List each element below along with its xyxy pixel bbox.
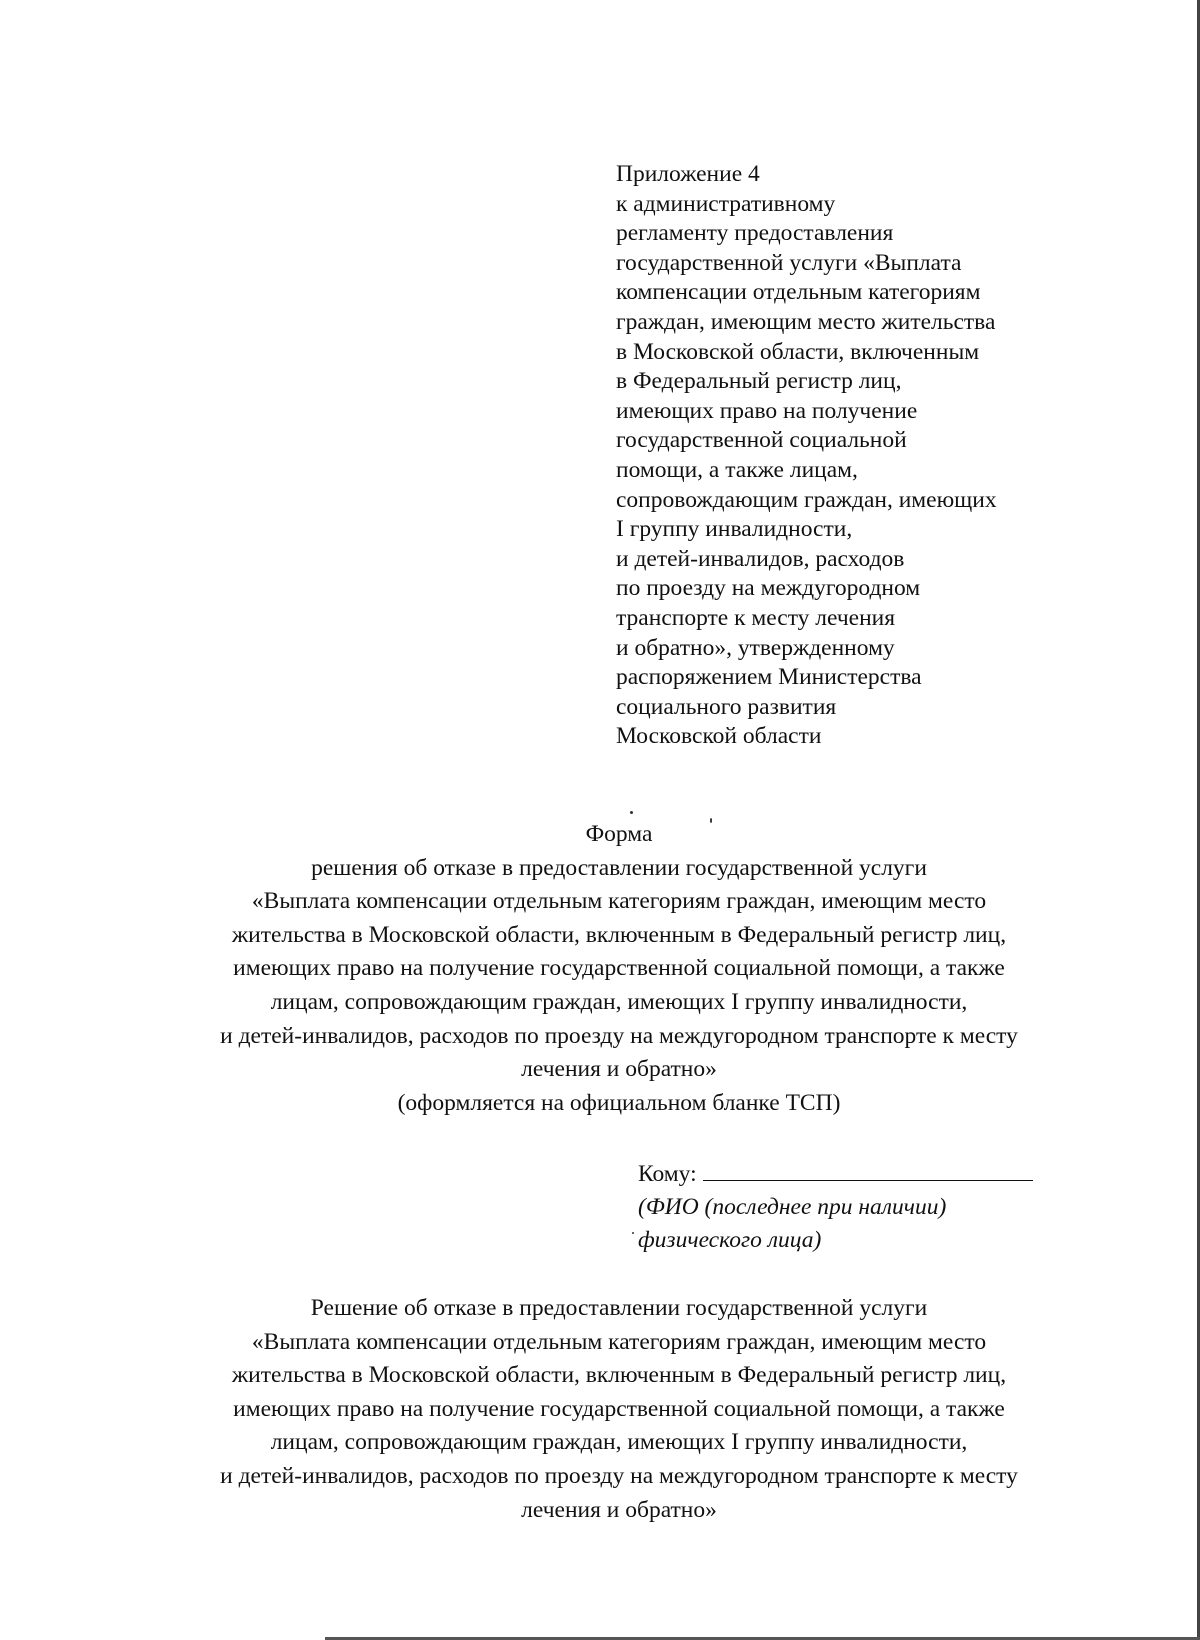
form-title: Форма (585, 821, 653, 847)
decision-heading-line: и детей-инвалидов, расходов по проезду на междугородном транспорте к месту (220, 1462, 1018, 1489)
appendix-line: Приложение 4 (616, 161, 760, 187)
form-heading-line: и детей-инвалидов, расходов по проезду на междугородном транспорте к месту (220, 1022, 1018, 1049)
decision-heading-line: «Выплата компенсации отдельным категориям граждан, имеющим место (251, 1328, 987, 1355)
recipient-row (638, 1158, 1078, 1191)
appendix-line: в Московской области, включенным (616, 338, 980, 365)
appendix-line: сопровождающим граждан, имеющих (616, 486, 997, 513)
decision-heading-line: жительства в Московской области, включенным в Федеральный регистр лиц, (231, 1362, 1007, 1389)
form-heading-line: лицам, сопровождающим граждан, имеющих I группу инвалидности, (270, 988, 968, 1015)
appendix-line: социального развития (616, 693, 837, 720)
decision-heading-line: лечения и обратно» (521, 1496, 717, 1523)
appendix-header (616, 160, 1076, 752)
appendix-line: государственной услуги «Выплата (616, 249, 962, 276)
recipient-note: физического лица) (638, 1227, 822, 1253)
recipient-block (638, 1158, 1078, 1257)
scan-speck (632, 1232, 634, 1234)
form-heading-line: жительства в Московской области, включенным в Федеральный регистр лиц, (231, 921, 1007, 948)
appendix-line: транспорте к месту лечения (616, 604, 896, 631)
form-heading (60, 818, 1178, 1120)
decision-heading-line: Решение об отказе в предоставлении государственной услуги (310, 1295, 928, 1321)
appendix-line: и детей-инвалидов, расходов (616, 545, 905, 572)
decision-heading-line: лицам, сопровождающим граждан, имеющих I группу инвалидности, (270, 1429, 968, 1456)
recipient-blank-line (703, 1158, 1033, 1181)
appendix-line: регламенту предоставления (616, 220, 894, 247)
form-letterhead-note: (оформляется на официальном бланке ТСП) (397, 1089, 841, 1116)
appendix-line: в Федеральный регистр лиц, (616, 368, 902, 395)
recipient-note: (ФИО (последнее при наличии) (638, 1194, 947, 1220)
appendix-line: к административному (616, 190, 836, 217)
form-heading-line: имеющих право на получение государственной социальной помощи, а также (233, 955, 1005, 982)
appendix-line: государственной социальной (616, 427, 907, 454)
decision-heading-line: имеющих право на получение государственной социальной помощи, а также (233, 1395, 1005, 1422)
appendix-line: компенсации отдельным категориям (616, 279, 981, 306)
form-heading-line: лечения и обратно» (521, 1056, 717, 1083)
appendix-line: распоряжением Министерства (616, 664, 922, 691)
appendix-line: по проезду на междугородном (616, 575, 921, 602)
appendix-line: I группу инвалидности, (616, 516, 853, 543)
appendix-line: помощи, а также лицам, (616, 456, 858, 483)
recipient-label: Кому: (638, 1161, 697, 1187)
form-heading-line: «Выплата компенсации отдельным категориям граждан, имеющим место (251, 888, 987, 915)
appendix-line: Московской области (616, 723, 822, 750)
scan-speck (630, 811, 633, 814)
appendix-line: имеющих право на получение (616, 397, 918, 424)
decision-heading (60, 1292, 1178, 1527)
appendix-line: и обратно», утвержденному (616, 634, 895, 661)
scan-speck (710, 818, 712, 823)
form-heading-line: решения об отказе в предоставлении государственной услуги (311, 854, 927, 881)
appendix-line: граждан, имеющим место жительства (616, 308, 996, 335)
